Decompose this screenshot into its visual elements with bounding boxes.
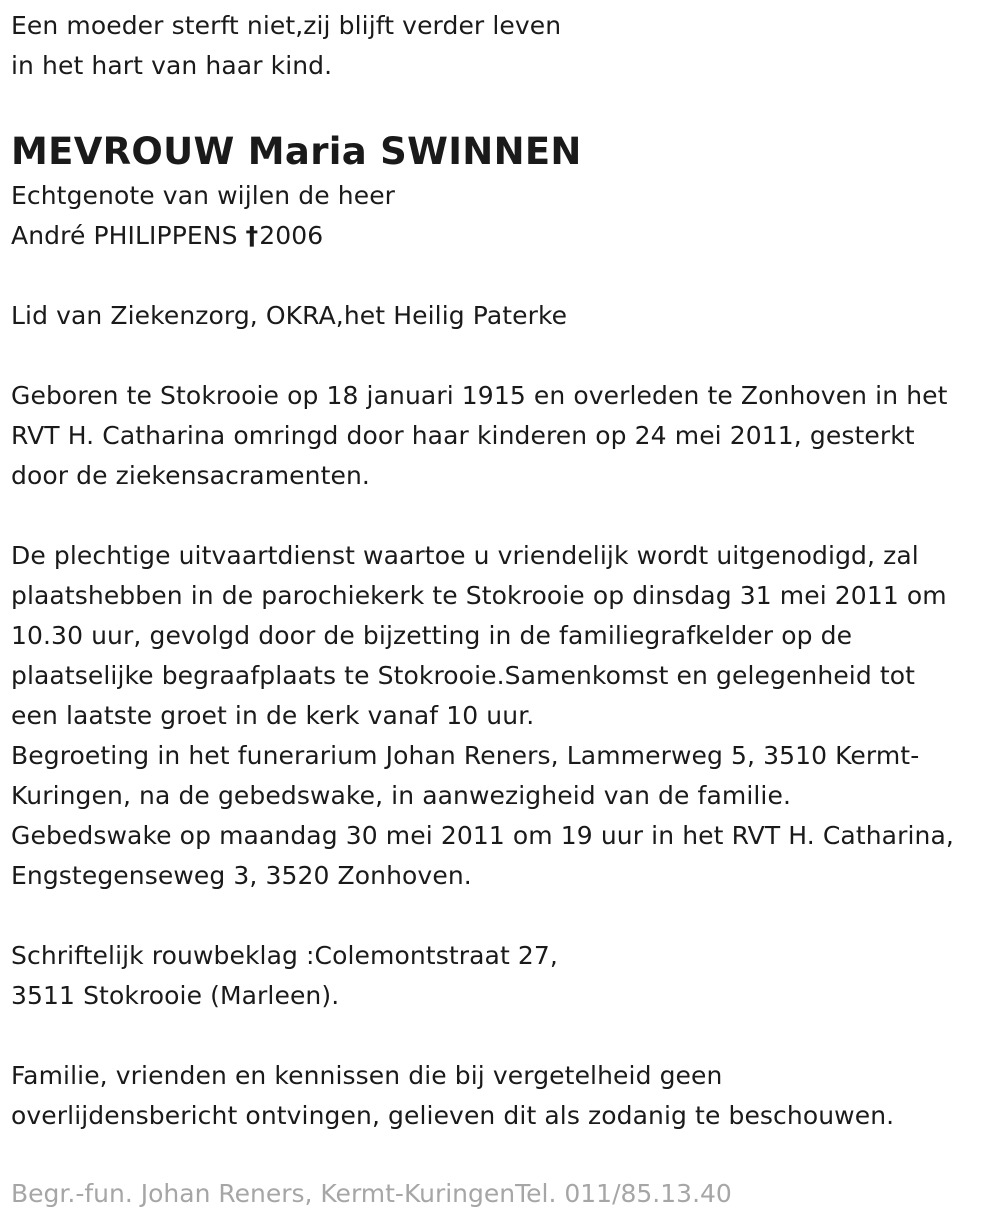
condolence-line: Schriftelijk rouwbeklag :Colemontstraat 27, — [11, 941, 558, 970]
funeral-line: plaatshebben in de parochiekerk te Stokrooie op dinsdag 31 mei 2011 om — [11, 581, 947, 610]
funeral-director-footer: Begr.-fun. Johan Reners, Kermt-KuringenTel. 011/85.13.40 — [11, 1179, 732, 1208]
spacer — [11, 86, 996, 126]
funeral-line: Begroeting in het funerarium Johan Reners, Lammerweg 5, 3510 Kermt- — [11, 741, 920, 770]
cross-icon: † — [245, 221, 259, 250]
funeral-line: Gebedswake op maandag 30 mei 2011 om 19 uur in het RVT H. Catharina, — [11, 821, 954, 850]
obituary-notice — [11, 6, 996, 1136]
spouse-line-2 — [11, 216, 996, 256]
funeral-line: 10.30 uur, gevolgd door de bijzetting in de familiegrafkelder op de — [11, 621, 853, 650]
birth-death-line: Geboren te Stokrooie op 18 januari 1915 en overleden te Zonhoven in het — [11, 381, 948, 410]
funeral-line: plaatselijke begraafplaats te Stokrooie.Samenkomst en gelegenheid tot — [11, 661, 916, 690]
spouse-line-1: Echtgenote van wijlen de heer — [11, 181, 396, 210]
funeral-line: Kuringen, na de gebedswake, in aanwezigheid van de familie. — [11, 781, 791, 810]
motto-line-1: Een moeder sterft niet,zij blijft verder leven — [11, 11, 562, 40]
spacer — [11, 336, 996, 376]
funeral-line: De plechtige uitvaartdienst waartoe u vriendelijk wordt uitgenodigd, zal — [11, 541, 919, 570]
notice-line: Familie, vrienden en kennissen die bij vergetelheid geen — [11, 1061, 723, 1090]
notice-line: overlijdensbericht ontvingen, gelieven dit als zodanig te beschouwen. — [11, 1101, 895, 1130]
deceased-name: MEVROUW Maria SWINNEN — [11, 130, 582, 173]
funeral-line: een laatste groet in de kerk vanaf 10 uur. — [11, 701, 535, 730]
spacer — [11, 256, 996, 296]
spouse-death-year: 2006 — [259, 221, 324, 250]
birth-death-line: door de ziekensacramenten. — [11, 461, 370, 490]
spacer — [11, 1016, 996, 1056]
spacer — [11, 896, 996, 936]
condolence-line: 3511 Stokrooie (Marleen). — [11, 981, 340, 1010]
motto-line-2: in het hart van haar kind. — [11, 51, 333, 80]
spouse-name: André PHILIPPENS — [11, 221, 238, 250]
membership-line: Lid van Ziekenzorg, OKRA,het Heilig Paterke — [11, 301, 568, 330]
funeral-line: Engstegenseweg 3, 3520 Zonhoven. — [11, 861, 472, 890]
spacer — [11, 496, 996, 536]
birth-death-line: RVT H. Catharina omringd door haar kinderen op 24 mei 2011, gesterkt — [11, 421, 915, 450]
